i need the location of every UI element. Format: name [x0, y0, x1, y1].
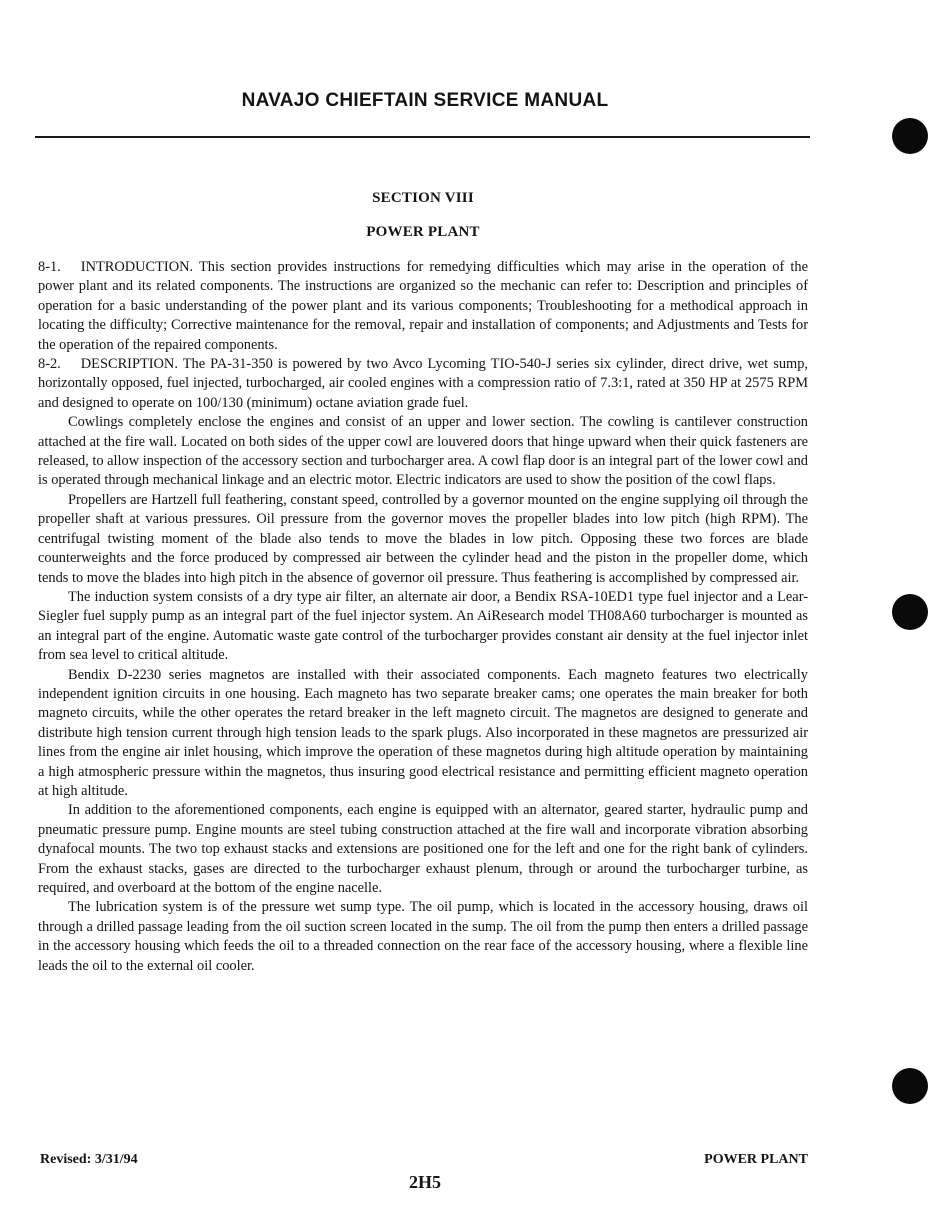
binder-hole-top	[892, 118, 928, 154]
manual-title: NAVAJO CHIEFTAIN SERVICE MANUAL	[241, 90, 609, 111]
paragraph-text: DESCRIPTION. The PA-31-350 is powered by two Avco Lycoming TIO-540-J series six cylinder, direct drive, wet sump, horizontally opposed, fuel injected, turbocharged, air cooled engines with a compression ratio of 7.3:1, rated at 350 HP at 2575 RPM and designed to operate on 100/130 (minimum) octane aviation grade fuel.	[38, 356, 808, 411]
paragraph-number: 8-1.	[38, 259, 61, 275]
binder-hole-middle	[892, 594, 928, 630]
paragraph-induction: The induction system consists of a dry type air filter, an alternate air door, a Bendix RSA-10ED1 type fuel injector and a Lear-Siegler fuel supply pump as an integral part of the fuel injector system. An AiResearch model TH08A60 turbocharger is mounted as an integral part of the engine. Automatic waste gate control of the turbocharger provides constant air density at the fuel injector inlet from sea level to critical altitude.	[38, 588, 808, 664]
revision-date: Revised: 3/31/94	[40, 1152, 138, 1167]
paragraph-lubrication: The lubrication system is of the pressure wet sump type. The oil pump, which is located in the accessory housing, draws oil through a drilled passage leading from the oil suction screen located in the sump. The oil from the pump then enters a drilled passage in the accessory housing which feeds the oil to a threaded connection on the rear face of the accessory housing, where a flexible line leads the oil to the external oil cooler.	[38, 899, 808, 974]
paragraph-8-2	[38, 355, 808, 413]
binder-hole-bottom	[892, 1068, 928, 1104]
section-title: POWER PLANT	[366, 224, 480, 240]
header-divider	[35, 136, 810, 138]
paragraph-magnetos: Bendix D-2230 series magnetos are installed with their associated components. Each magneto features two electrically independent ignition circuits in one housing. Each magneto has two separate breaker cams; one operates the main breaker for both magneto circuits, while the other operates the retard breaker in the left magneto circuit. The magnetos are designed to generate and distribute high tension current through high tension leads to the spark plugs. Also incorporated in these magnetos are pressurized air lines from the engine air inlet housing, which improve the operation of these magnetos during high altitude operation by maintaining a high atmospheric pressure within the magnetos, thus insuring good electrical resistance and permitting efficient magneto operation at high altitude.	[38, 666, 808, 799]
paragraph-text: INTRODUCTION. This section provides instructions for remedying difficulties which may arise in the operation of the power plant and its related components. The instructions are organized so the mechanic can refer to: Description and principles of operation for a basic understanding of the power plant and its various components; Troubleshooting for a methodical approach in locating the difficulty; Corrective maintenance for the removal, repair and installation of components; and Adjustments and Tests for the operation of the repaired components.	[38, 259, 808, 353]
page-number: 2H5	[408, 1172, 441, 1192]
paragraph-accessories: In addition to the aforementioned components, each engine is equipped with an alternator, geared starter, hydraulic pump and pneumatic pressure pump. Engine mounts are steel tubing construction attached at the fire wall and incorporate vibration absorbing dynafocal mounts. The two top exhaust stacks and extensions are positioned one for the left and one for the right bank of cylinders. From the exhaust stacks, gases are directed to the turbocharger exhaust plenum, through or around the turbocharger turbine, as required, and overboard at the bottom of the engine nacelle.	[38, 802, 808, 896]
paragraph-number: 8-2.	[38, 356, 61, 373]
section-number: SECTION VIII	[372, 190, 474, 206]
paragraph-propellers: Propellers are Hartzell full feathering, constant speed, controlled by a governor mounted on the engine supplying oil through the propeller shaft at various pressures. Oil pressure from the governor moves the propeller blades into low pitch (high RPM). The centrifugal twisting moment of the blade also tends to move the blades in low pitch. Opposing these two forces are blade counterweights and the force produced by compressed air between the cylinder head and the piston in the propeller dome, which tends to move the blades into high pitch in the absence of governor oil pressure. Thus feathering is accomplished by compressed air.	[38, 491, 808, 586]
body-text	[38, 258, 808, 976]
paragraph-8-1	[38, 258, 808, 355]
footer-section-name: POWER PLANT	[704, 1152, 808, 1167]
paragraph-cowlings: Cowlings completely enclose the engines and consist of an upper and lower section. The cowling is cantilever construction attached at the fire wall. Located on both sides of the upper cowl are louvered doors that hinge upward when their quick fasteners are released, to allow inspection of the accessory section and turbocharger area. A cowl flap door is an integral part of the lower cowl and is operated through mechanical linkage and an electric motor. Electric indicators are used to show the position of the cowl flaps.	[38, 414, 808, 489]
